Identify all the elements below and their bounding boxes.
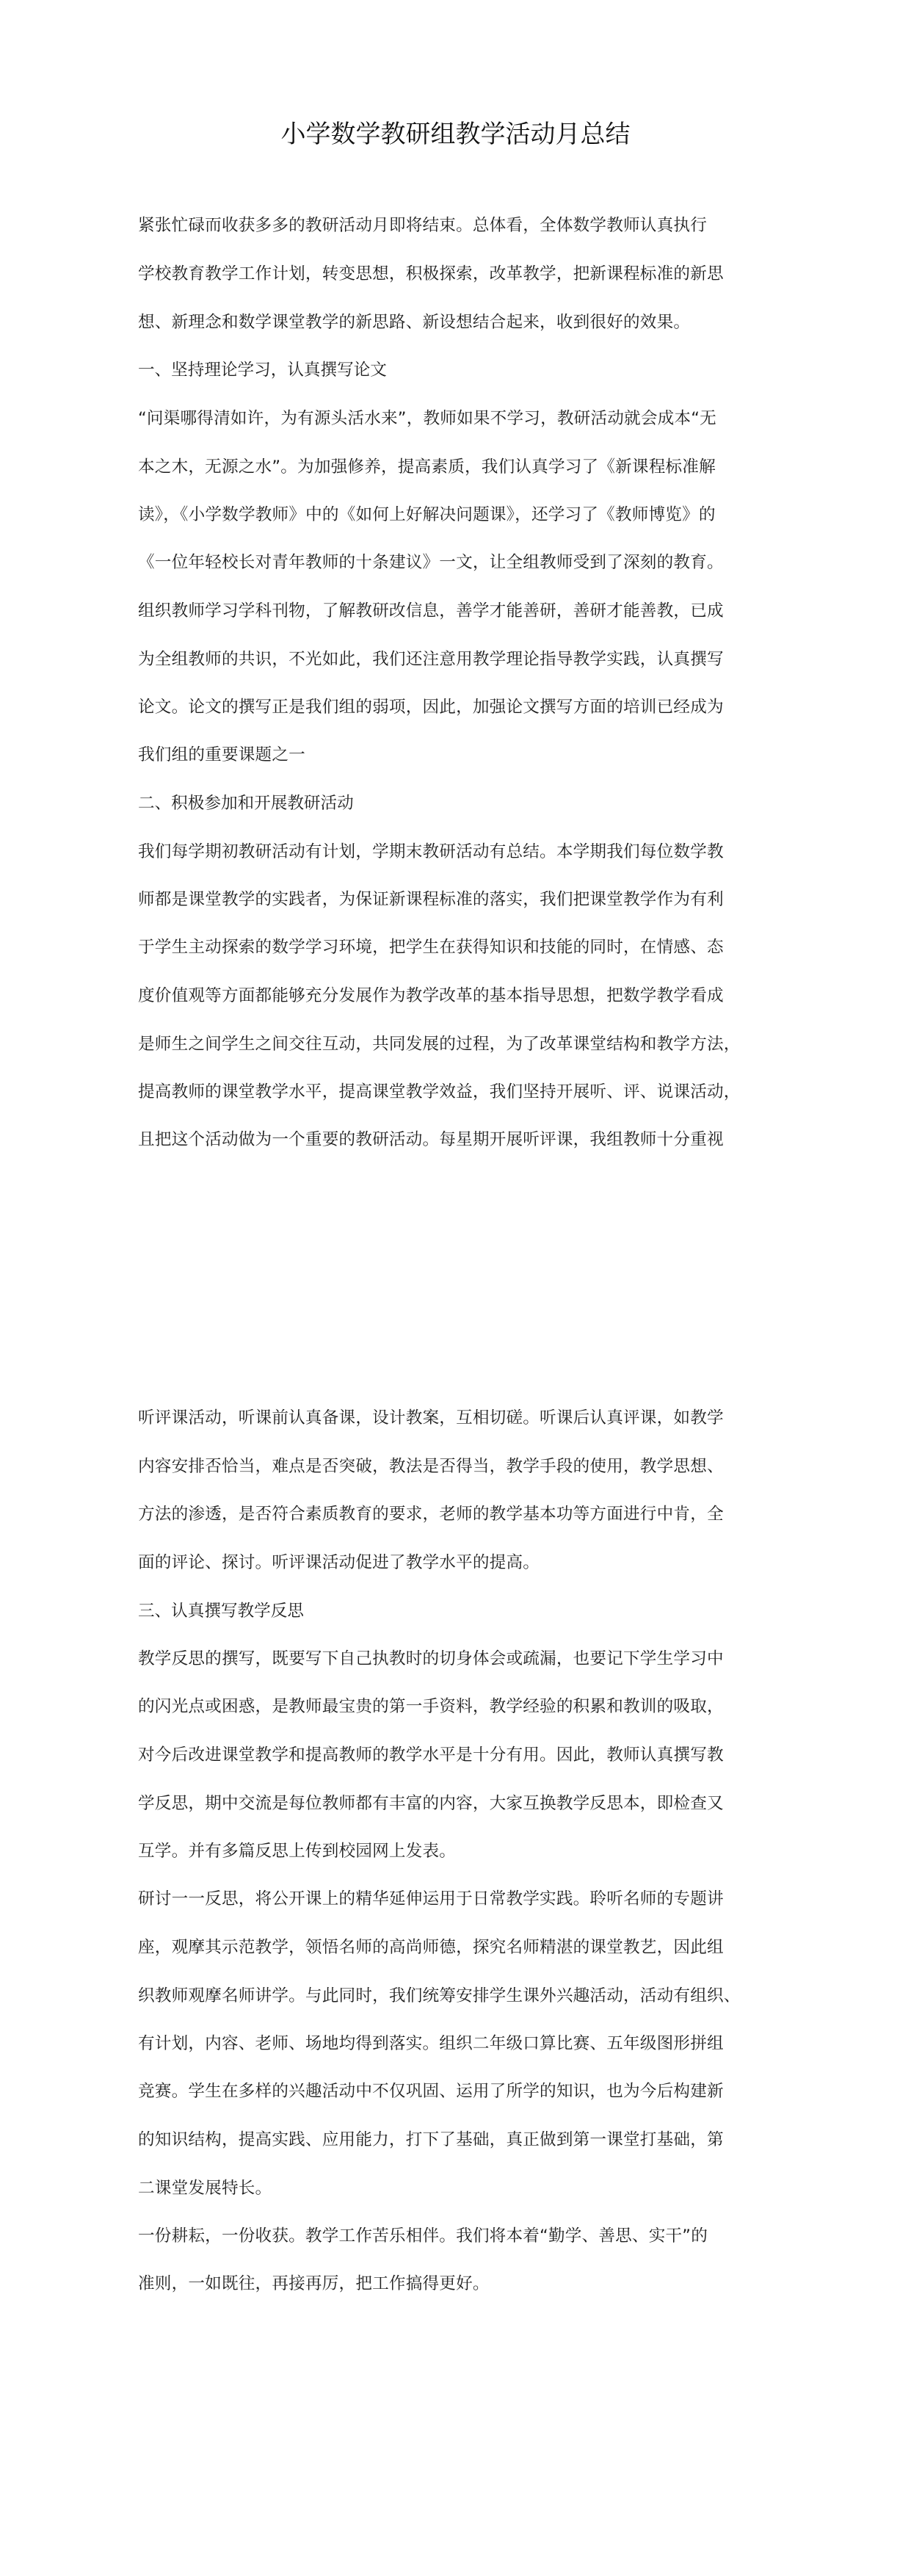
paragraph-line: 织教师观摩名师讲学。与此同时，我们统筹安排学生课外兴趣活动，活动有组织、: [138, 1986, 741, 2005]
paragraph-line: 读》，《小学数学教师》中的《如何上好解决问题课》，还学习了《教师博览》的: [138, 505, 716, 524]
paragraph-line: 论文。论文的撰写正是我们组的弱项，因此，加强论文撰写方面的培训已经成为: [138, 698, 724, 717]
paragraph-line: 听评课活动，听课前认真备课，设计教案，互相切磋。听课后认真评课，如教学: [138, 1408, 724, 1428]
paragraph-line: 且把这个活动做为一个重要的教研活动。每星期开展听评课，我组教师十分重视: [138, 1130, 724, 1149]
paragraph-line: 我们每学期初教研活动有计划，学期末教研活动有总结。本学期我们每位数学教: [138, 842, 724, 861]
paragraph-line: 有计划，内容、老师、场地均得到落实。组织二年级口算比赛、五年级图形拼组: [138, 2034, 724, 2053]
paragraph-line: 组织教师学习学科刊物，了解教研改信息，善学才能善研，善研才能善教，已成: [138, 601, 724, 621]
paragraph-line: 本之木，无源之水”。为加强修养，提高素质，我们认真学习了《新课程标准解: [138, 457, 716, 477]
paragraph-line: 对今后改进课堂教学和提高教师的教学水平是十分有用。因此，教师认真撰写教: [138, 1745, 724, 1765]
paragraph-line: 一份耕耘，一份收获。教学工作苦乐相伴。我们将本着“勤学、善思、实干”的: [138, 2226, 708, 2246]
paragraph-line: 《一位年轻校长对青年教师的十条建议》一文，让全组教师受到了深刻的教育。: [138, 553, 724, 572]
section-heading-3: 三、认真撰写教学反思: [138, 1602, 304, 1621]
paragraph-line: 面的评论、探讨。听评课活动促进了教学水平的提高。: [138, 1553, 540, 1572]
paragraph-line: 为全组教师的共识，不光如此，我们还注意用教学理论指导教学实践，认真撰写: [138, 650, 724, 669]
intro-line: 紧张忙碌而收获多多的教研活动月即将结束。总体看，全体数学教师认真执行: [138, 216, 707, 235]
paragraph-line: 准则，一如既往，再接再厉，把工作搞得更好。: [138, 2274, 490, 2293]
section-heading-1: 一、坚持理论学习，认真撰写论文: [138, 361, 387, 380]
paragraph-line: 教学反思的撰写，既要写下自己执教时的切身体会或疏漏，也要记下学生学习中: [138, 1649, 724, 1668]
paragraph-line: 的闪光点或困惑，是教师最宝贵的第一手资料，教学经验的积累和教训的吸取，: [138, 1697, 724, 1716]
paragraph-line: 座，观摩其示范教学，领悟名师的高尚师德，探究名师精湛的课堂教艺，因此组: [138, 1938, 724, 1957]
intro-line: 想、新理念和数学课堂教学的新思路、新设想结合起来，收到很好的效果。: [138, 313, 691, 332]
paragraph-line: 提高教师的课堂教学水平，提高课堂教学效益，我们坚持开展听、评、说课活动，: [138, 1082, 741, 1101]
intro-line: 学校教育教学工作计划，转变思想，积极探索，改革教学，把新课程标准的新思: [138, 264, 724, 283]
paragraph-line: 于学生主动探索的数学学习环境，把学生在获得知识和技能的同时，在情感、态: [138, 938, 724, 957]
paragraph-line: 二课堂发展特长。: [138, 2179, 272, 2198]
section-heading-2: 二、积极参加和开展教研活动: [138, 794, 354, 813]
paragraph-line: 竞赛。学生在多样的兴趣活动中不仅巩固、运用了所学的知识，也为今后构建新: [138, 2082, 724, 2101]
paragraph-line: 的知识结构，提高实践、应用能力，打下了基础，真正做到第一课堂打基础，第: [138, 2130, 724, 2149]
paragraph-line: 内容安排否恰当，难点是否突破，教法是否得当，教学手段的使用，教学思想、: [138, 1457, 724, 1476]
page-title: 小学数学教研组教学活动月总结: [280, 120, 631, 149]
paragraph-line: 我们组的重要课题之一: [138, 745, 305, 764]
paragraph-line: “问渠哪得清如许，为有源头活水来”，教师如果不学习，教研活动就会成本“无: [138, 409, 716, 428]
paragraph-line: 互学。并有多篇反思上传到校园网上发表。: [138, 1842, 457, 1861]
paragraph-line: 度价值观等方面都能够充分发展作为教学改革的基本指导思想，把数学教学看成: [138, 986, 724, 1005]
paragraph-line: 方法的渗透，是否符合素质教育的要求，老师的教学基本功等方面进行中肯，全: [138, 1505, 724, 1524]
paragraph-line: 是师生之间学生之间交往互动，共同发展的过程，为了改革课堂结构和教学方法，: [138, 1035, 741, 1054]
paragraph-line: 师都是课堂教学的实践者，为保证新课程标准的落实，我们把课堂教学作为有利: [138, 890, 724, 909]
paragraph-line: 学反思，期中交流是每位教师都有丰富的内容，大家互换教学反思本，即检查又: [138, 1794, 724, 1813]
paragraph-line: 研讨一一反思，将公开课上的精华延伸运用于日常教学实践。聆听名师的专题讲: [138, 1889, 724, 1909]
